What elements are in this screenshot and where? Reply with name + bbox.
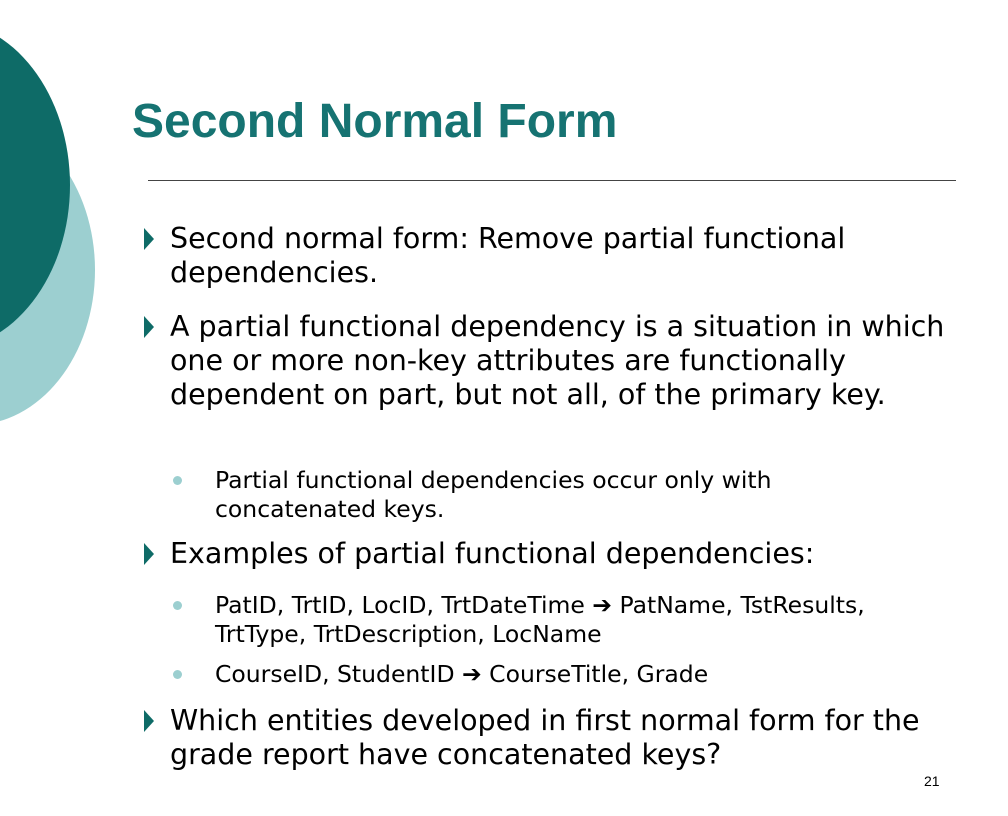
bullet-item	[170, 310, 970, 412]
sub-bullet-text: Partial functional dependencies occur only with concatenated keys.	[215, 466, 772, 523]
sub-bullet-text: PatID, TrtID, LocID, TrtDateTime ➔ PatName, TstResults, TrtType, TrtDescription, LocName	[215, 591, 865, 648]
sub-bullet-item	[215, 466, 875, 524]
slide-title: Second Normal Form	[132, 95, 618, 148]
sub-bullet-text: CourseID, StudentID ➔ CourseTitle, Grade	[215, 660, 709, 688]
sub-bullet-item	[215, 660, 875, 689]
bullet-item	[170, 704, 970, 772]
triangle-bullet-icon	[144, 228, 154, 250]
bullet-text: Second normal form: Remove partial functional dependencies.	[170, 222, 846, 289]
bullet-item	[170, 222, 970, 290]
bullet-text: Examples of partial functional dependencies:	[170, 537, 815, 570]
dot-bullet-icon	[173, 476, 182, 485]
bullet-text: Which entities developed in first normal form for the grade report have concatenated keys?	[170, 704, 920, 771]
dot-bullet-icon	[173, 601, 182, 610]
dot-bullet-icon	[173, 670, 182, 679]
triangle-bullet-icon	[144, 710, 154, 732]
bullet-item	[170, 537, 970, 571]
triangle-bullet-icon	[144, 543, 154, 565]
triangle-bullet-icon	[144, 316, 154, 338]
page-number: 21	[924, 773, 940, 789]
bullet-text: A partial functional dependency is a situation in which one or more non-key attributes are functionally dependent on part, but not all, of the primary key.	[170, 310, 945, 411]
sub-bullet-item	[215, 591, 875, 649]
